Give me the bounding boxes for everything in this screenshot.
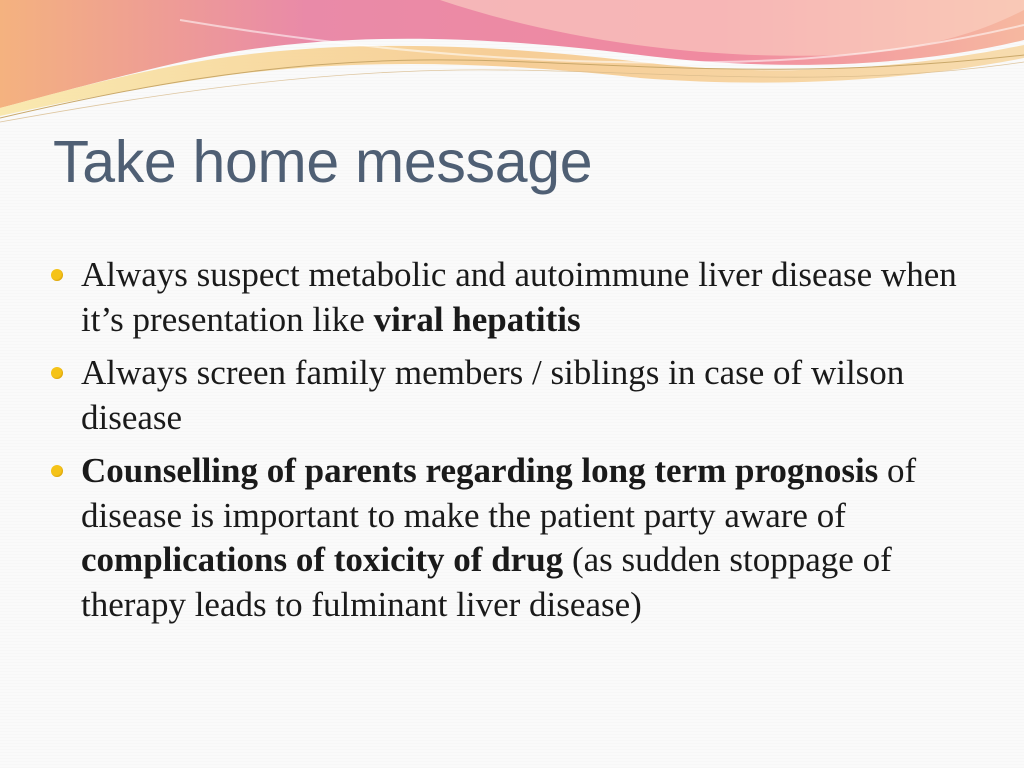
bullet-text bbox=[81, 451, 916, 624]
bullet-text-segment: (as sudden stoppage of therapy leads to fulminant liver disease) bbox=[81, 540, 892, 624]
bullet-item bbox=[50, 253, 970, 342]
bullet-item bbox=[50, 351, 970, 440]
bullet-text bbox=[81, 255, 957, 339]
bullet-text bbox=[81, 353, 904, 437]
bullet-bold-segment: complications of toxicity of drug bbox=[81, 540, 564, 579]
bullet-text-segment: of disease is important to make the patient party aware of bbox=[81, 451, 917, 535]
bullet-bold-segment: Counselling of parents regarding long term prognosis bbox=[81, 451, 879, 490]
header-wave-decoration bbox=[0, 0, 1024, 130]
slide-title: Take home message bbox=[53, 129, 593, 195]
bullet-text-segment: Always suspect metabolic and autoimmune liver disease when it’s presentation like bbox=[81, 255, 957, 339]
bullet-dot-icon bbox=[51, 465, 63, 477]
bullet-item bbox=[50, 449, 970, 627]
bullet-dot-icon bbox=[51, 367, 63, 379]
bullet-text-segment: Always screen family members / siblings in case of wilson disease bbox=[81, 353, 905, 437]
bullet-list bbox=[50, 253, 970, 636]
bullet-dot-icon bbox=[51, 269, 63, 281]
bullet-bold-segment: viral hepatitis bbox=[373, 299, 581, 339]
